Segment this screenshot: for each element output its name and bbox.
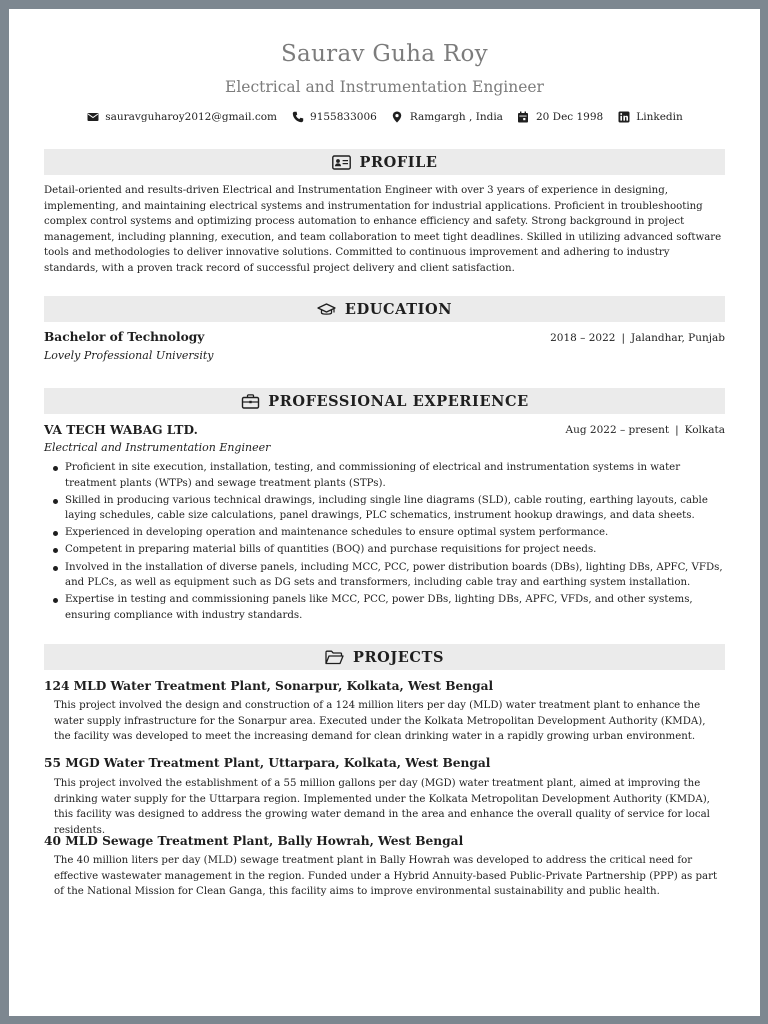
project-title-1: 124 MLD Water Treatment Plant, Sonarpur, Kolkata, West Bengal — [44, 679, 494, 693]
list-item — [53, 560, 725, 591]
bullet-dot — [53, 531, 58, 536]
bullet-text: Involved in the installation of diverse panels, including MCC, PCC, power distribution boards (DBs), lighting DBs, APFC, VFDs, and PLCs, as well as equipment such as DG sets and transformers, including cable tray and earthing system installation. — [65, 561, 723, 589]
linkedin-icon — [617, 110, 630, 123]
experience-section-header — [44, 388, 725, 414]
contact-linkedin[interactable] — [617, 110, 683, 123]
contact-row — [44, 110, 725, 123]
folder-icon — [325, 649, 345, 665]
project-title-2: 55 MGD Water Treatment Plant, Uttarpara, Kolkata, West Bengal — [44, 756, 491, 770]
bullet-dot — [53, 566, 58, 571]
bullet-dot — [53, 548, 58, 553]
projects-heading: PROJECTS — [352, 648, 445, 666]
contact-email-text: sauravguharoy2012@gmail.com — [105, 110, 278, 123]
projects-section-header — [44, 644, 725, 670]
experience-dates: Aug 2022 – present — [565, 424, 670, 436]
bullet-text: Competent in preparing material bills of quantities (BOQ) and purchase requisitions for project needs. — [65, 544, 597, 556]
bullet-dot — [53, 598, 58, 603]
education-school: Lovely Professional University — [44, 349, 214, 362]
resume-page — [9, 9, 760, 1016]
education-heading: EDUCATION — [344, 300, 453, 318]
contact-linkedin-text: Linkedin — [636, 110, 683, 123]
education-location: Jalandhar, Punjab — [631, 332, 725, 344]
contact-birthdate — [517, 110, 603, 123]
list-item — [53, 542, 725, 558]
bullet-text: Skilled in producing various technical drawings, including single line diagrams (SLD), cable routing, earthing layouts, cable laying schedules, cable size calculations, panel drawings, PLC schematics, instrument hookup drawings, and data sheets. — [65, 494, 708, 522]
contact-location — [391, 110, 503, 123]
graduation-cap-icon — [317, 301, 337, 317]
envelope-icon — [86, 110, 99, 123]
contact-location-text: Ramgargh , India — [409, 110, 503, 123]
education-dates: 2018 – 2022 — [550, 332, 616, 344]
experience-heading: PROFESSIONAL EXPERIENCE — [268, 392, 529, 410]
experience-meta — [566, 424, 726, 436]
contact-phone[interactable] — [291, 110, 377, 123]
experience-title: Electrical and Instrumentation Engineer — [44, 441, 271, 454]
briefcase-icon — [240, 393, 260, 409]
education-section-header — [44, 296, 725, 322]
separator: | — [675, 424, 679, 436]
bullet-dot — [53, 499, 58, 504]
contact-email[interactable] — [86, 110, 277, 123]
list-item — [53, 493, 725, 524]
candidate-name: Saurav Guha Roy — [281, 41, 488, 67]
phone-icon — [291, 110, 304, 123]
profile-heading: PROFILE — [359, 153, 438, 171]
calendar-icon — [517, 110, 530, 123]
location-pin-icon — [391, 110, 404, 123]
experience-company: VA TECH WABAG LTD. — [44, 423, 198, 437]
bullet-text: Expertise in testing and commissioning panels like MCC, PCC, power DBs, lighting DBs, APFC, VFDs, and other systems, ensuring compliance with industry standards. — [65, 594, 693, 621]
candidate-role: Electrical and Instrumentation Engineer — [225, 78, 544, 96]
experience-bullets — [53, 460, 725, 625]
profile-summary: Detail-oriented and results-driven Electrical and Instrumentation Engineer with over 3 years of experience in designing, implementing, and maintaining electrical systems and instrumentation for industrial applications. Proficient in troubleshooting complex control systems and optimizing process automation to enhance efficiency and safety. Strong background in project management, including planning, execution, and team collaboration to meet tight deadlines. Skilled in utilizing advanced software tools and methodologies to deliver innovative solutions. Committed to continuous improvement and adhering to industry standards, with a proven track record of successful project delivery and client satisfaction. — [44, 185, 722, 274]
list-item — [53, 525, 725, 541]
project-desc-3: The 40 million liters per day (MLD) sewage treatment plant in Bally Howrah was developed to address the critical need for effective wastewater management in the region. Funded under a Hybrid Annuity-based Public-Private Partnership (PPP) as part of the National Mission for Clean Ganga, this facility aims to improve environmental sustainability and public health. — [54, 855, 718, 898]
bullet-text: Proficient in site execution, installation, testing, and commissioning of electrical and instrumentation systems in water treatment plants (WTPs) and sewage treatment plants (STPs). — [65, 462, 681, 489]
education-degree: Bachelor of Technology — [44, 330, 205, 344]
list-item — [53, 592, 725, 623]
project-title-3: 40 MLD Sewage Treatment Plant, Bally Howrah, West Bengal — [44, 834, 464, 848]
separator: | — [621, 332, 626, 344]
project-desc-2: This project involved the establishment of a 55 million gallons per day (MGD) water treatment plant, aimed at improving the drinking water supply for the Uttarpara region. Implemented under the Kolkata Metropolitan Development Authority (KMDA), this facility was designed to address the growing water demand in the area and enhance the overall quality of service for local residents. — [54, 778, 710, 836]
experience-location: Kolkata — [684, 424, 725, 436]
bullet-dot — [53, 466, 58, 471]
id-card-icon — [331, 154, 351, 170]
education-meta — [550, 332, 725, 344]
list-item — [53, 460, 725, 491]
project-desc-1: This project involved the design and construction of a 124 million liters per day (MLD) water treatment plant to enhance the water supply infrastructure for the Sonarpur area. Executed under the Kolkata Metropolitan Development Authority (KMDA), the facility was developed to meet the increasing demand for clean drinking water in a rapidly growing urban environment. — [54, 700, 706, 743]
profile-section-header — [44, 149, 725, 175]
bullet-text: Experienced in developing operation and maintenance schedules to ensure optimal system performance. — [65, 527, 609, 539]
contact-phone-text: 9155833006 — [310, 110, 377, 123]
contact-birthdate-text: 20 Dec 1998 — [535, 110, 604, 123]
